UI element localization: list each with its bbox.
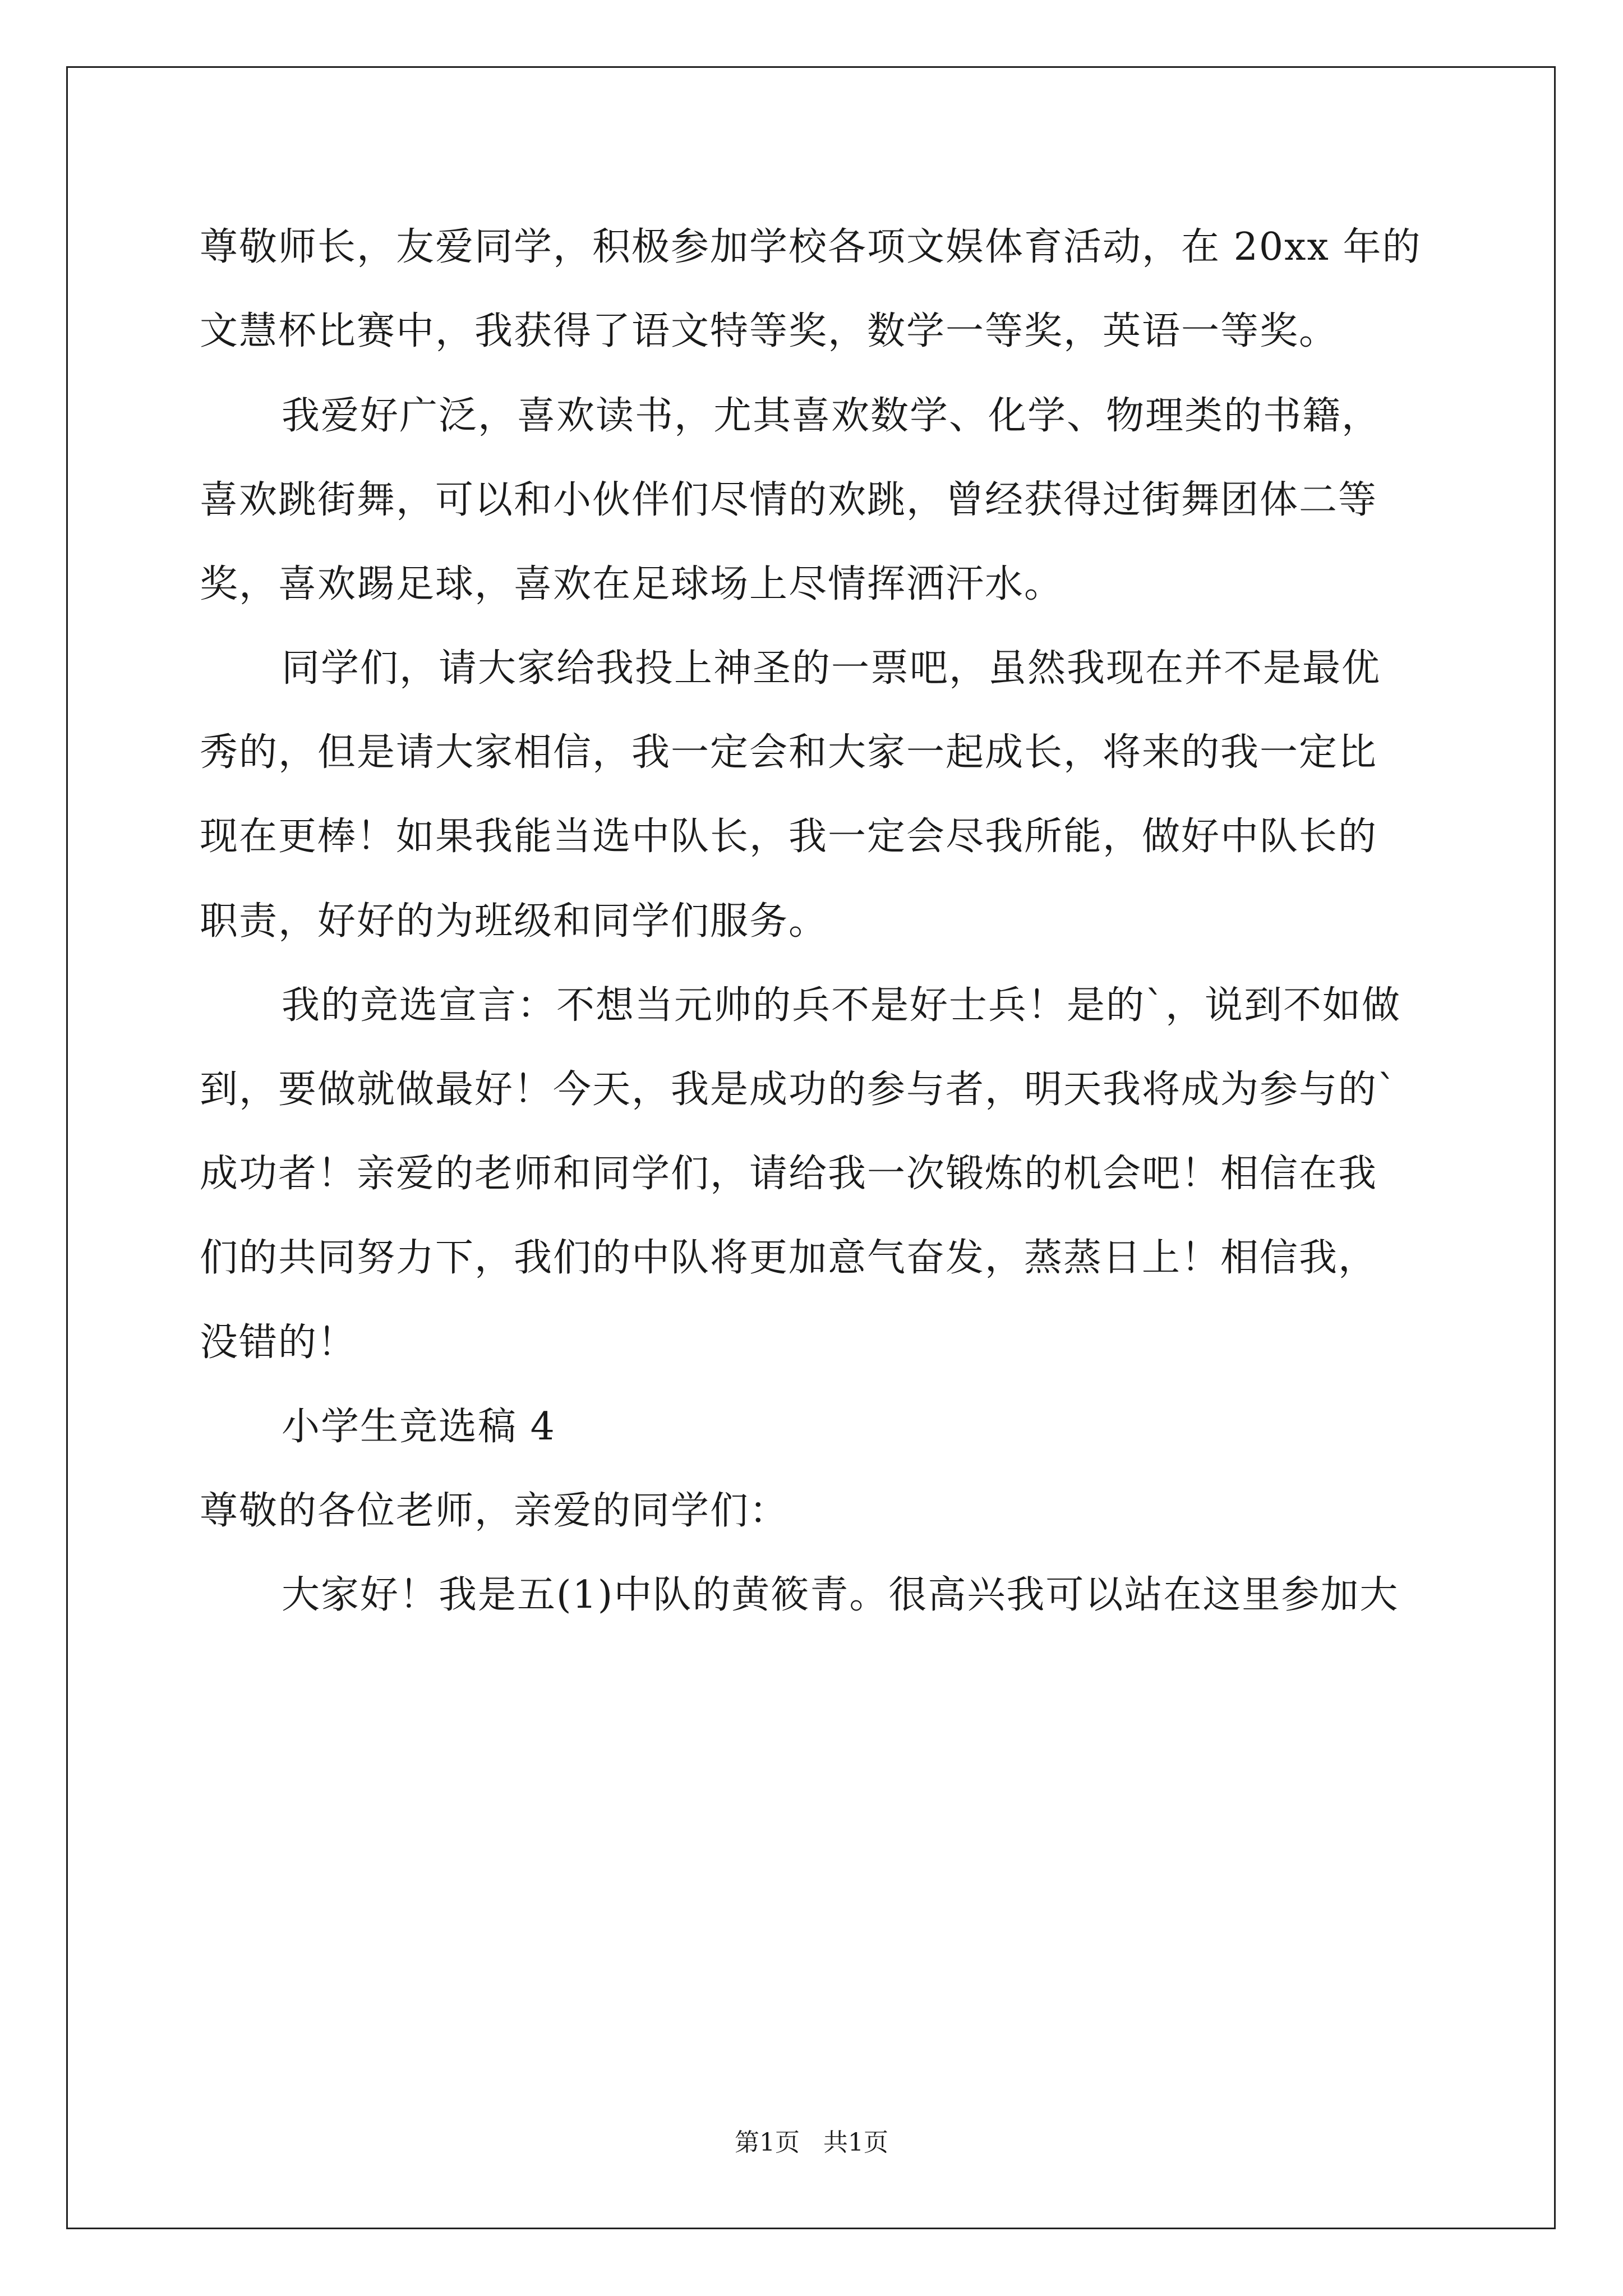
body-text-line: 秀的，但是请大家相信，我一定会和大家一起成长，将来的我一定比: [200, 730, 1378, 775]
body-text-line: 到，要做就做最好！今天，我是成功的参与者，明天我将成为参与的`: [200, 1068, 1398, 1112]
body-text-line: 奖，喜欢踢足球，喜欢在足球场上尽情挥洒汗水。: [200, 562, 1064, 606]
body-text-line: 我爱好广泛，喜欢读书，尤其喜欢数学、化学、物理类的书籍，: [282, 394, 1381, 438]
body-text-line: 我的竞选宣言：不想当元帅的兵不是好士兵！是的`，说到不如做: [282, 983, 1401, 1028]
body-text-line: 没错的！: [200, 1320, 357, 1365]
section-heading: 小学生竞选稿 4: [282, 1405, 556, 1449]
body-text-line: 成功者！亲爱的老师和同学们，请给我一次锻炼的机会吧！相信在我: [200, 1152, 1378, 1196]
body-text-line: 喜欢跳街舞，可以和小伙伴们尽情的欢跳，曾经获得过街舞团体二等: [200, 478, 1378, 522]
body-text-line: 现在更棒！如果我能当选中队长，我一定会尽我所能，做好中队长的: [200, 815, 1378, 859]
page-footer: 第1页 共1页: [735, 2128, 888, 2157]
body-text-line: 同学们，请大家给我投上神圣的一票吧，虽然我现在并不是最优: [282, 646, 1381, 691]
body-text-line: 职责，好好的为班级和同学们服务。: [200, 899, 828, 944]
salutation: 尊敬的各位老师，亲爱的同学们：: [200, 1489, 789, 1533]
body-text-line: 文慧杯比赛中，我获得了语文特等奖，数学一等奖，英语一等奖。: [200, 309, 1339, 353]
body-text-line: 尊敬师长，友爱同学，积极参加学校各项文娱体育活动，在 20xx 年的: [200, 225, 1422, 269]
body-text-line: 们的共同努力下，我们的中队将更加意气奋发，蒸蒸日上！相信我，: [200, 1236, 1378, 1280]
body-text-line: 大家好！我是五(1)中队的黄筱青。很高兴我可以站在这里参加大: [282, 1573, 1399, 1617]
